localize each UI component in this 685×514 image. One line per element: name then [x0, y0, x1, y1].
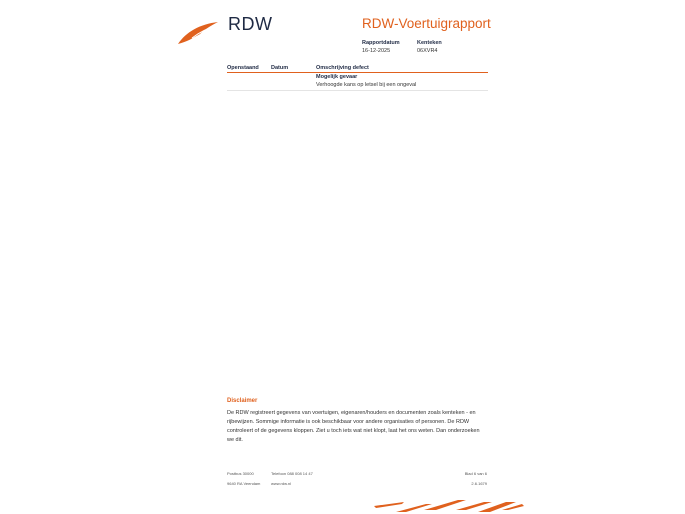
table-row-divider: [227, 90, 488, 91]
footer-document-code: 2.6.1679: [471, 481, 487, 486]
column-header-openstaand: Openstaand: [227, 65, 259, 71]
defect-category: Mogelijk gevaar: [316, 74, 358, 80]
disclaimer-title: Disclaimer: [227, 398, 258, 404]
disclaimer-line: we dit.: [227, 437, 243, 443]
footer-postbus: Postbus 30000: [227, 471, 254, 476]
column-header-omschrijving: Omschrijving defect: [316, 65, 369, 71]
report-date-label: Rapportdatum: [362, 40, 400, 46]
disclaimer-line: rijbewijzen. Sommige informatie is ook beschikbaar voor andere organisaties of personen. De RDW: [227, 419, 470, 425]
license-plate-value: 06XVR4: [417, 48, 438, 54]
footer-city: 9640 RA Veendam: [227, 481, 261, 486]
report-title: RDW-Voertuigrapport: [362, 16, 491, 31]
license-plate-label: Kenteken: [417, 40, 442, 46]
decorative-stripes-icon: [366, 498, 526, 514]
report-date-value: 16-12-2025: [362, 48, 391, 54]
column-header-datum: Datum: [271, 65, 289, 71]
table-header-divider: [227, 72, 488, 73]
footer-phone: Telefoon 088 008 14 47: [271, 471, 313, 476]
footer-page-number: Blad 6 van 6: [464, 471, 487, 476]
footer-website-link[interactable]: www.rdw.nl: [271, 481, 292, 486]
rdw-logo-icon: [176, 20, 220, 46]
disclaimer-line: De RDW registreert gegevens van voertuigen, eigenaren/houders en documenten zoals kenteken - en: [227, 410, 476, 416]
disclaimer-line: controleert of de gegevens kloppen. Ziet u toch iets wat niet klopt, laat het ons weten. Dan onderzoeken: [227, 428, 480, 434]
rdw-logo-text: RDW: [228, 14, 273, 34]
defect-description: Verhoogde kans op letsel bij een ongeval: [316, 82, 417, 88]
